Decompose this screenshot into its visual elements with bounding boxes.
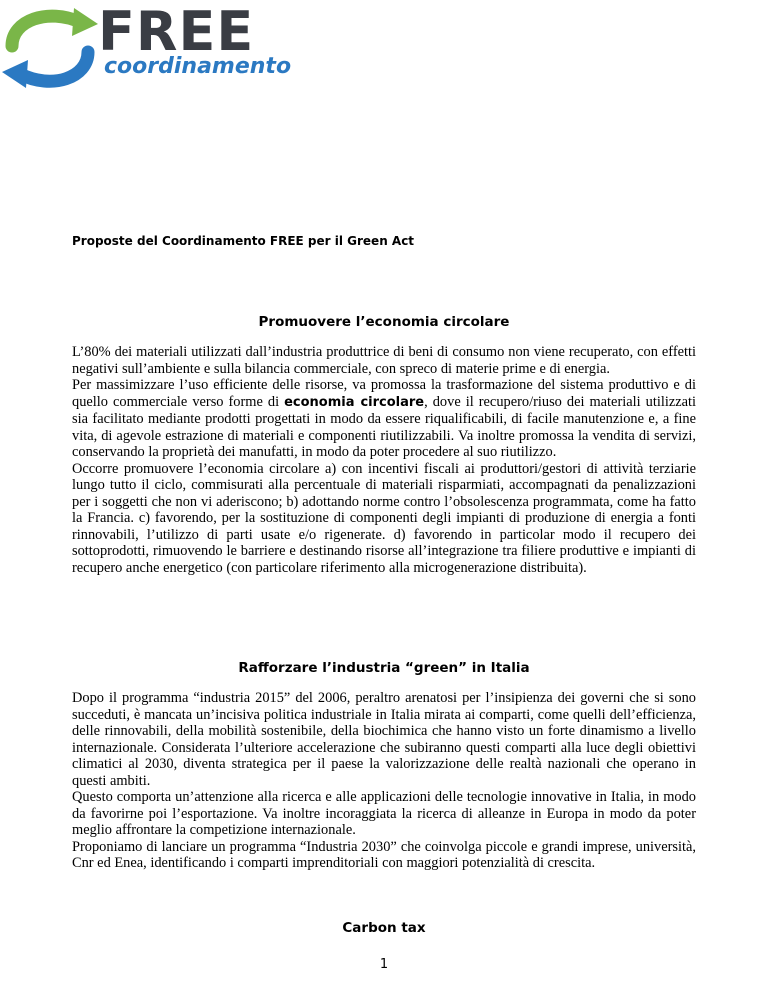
paragraph: Proponiamo di lanciare un programma “Industria 2030” che coinvolga piccole e grandi imprese, università, Cnr ed Enea, identificando i comparti imprenditoriali con maggiori potenzialità di crescita. <box>72 838 696 871</box>
page-number: 1 <box>379 957 389 972</box>
paragraph-text: , dove il recupero/riuso dei materiali utilizzati sia facilitato mediante prodotti progettati in modo da essere riqualificabili, di facile manutenzione e, a fine vita, di agevole estrazione di materiali e componenti riutilizzabili. Va inoltre promossa la vendita di servizi, conservando la proprietà dei manufatti, in modo da poter procedere al suo riutilizzo. <box>72 393 696 460</box>
document-title: Proposte del Coordinamento FREE per il Green Act <box>72 234 415 248</box>
recycle-arrows-icon <box>0 2 100 92</box>
paragraph-text: Per massimizzare l’uso efficiente delle risorse, va promossa la trasformazione del sistema produttivo e di quello commerciale verso forme di <box>72 377 696 410</box>
section-heading-carbon-tax: Carbon tax <box>342 920 426 936</box>
section-body-economia-circolare <box>72 344 696 576</box>
paragraph: Questo comporta un’attenzione alla ricerca e alle applicazioni delle tecnologie innovative in Italia, in modo da favorirne poi l’esportazione. Va inoltre incoraggiata la ricerca di alleanze in Europa in modo da poter meglio affrontare la competizione internazionale. <box>72 789 696 838</box>
logo-brand-text: FREE <box>98 0 255 63</box>
paragraph <box>72 377 696 461</box>
section-body-industria-green <box>72 690 696 872</box>
section-heading-economia-circolare: Promuovere l’economia circolare <box>258 314 510 330</box>
section-heading-industria-green: Rafforzare l’industria “green” in Italia <box>238 660 530 676</box>
free-coordinamento-logo <box>0 0 292 92</box>
paragraph: L’80% dei materiali utilizzati dall’industria produttrice di beni di consumo non viene recuperato, con effetti negativi sull’ambiente e sulla bilancia commerciale, con spreco di materie prime e di energia. <box>72 344 696 377</box>
logo-subtitle-text: coordinamento <box>104 54 292 79</box>
paragraph: Dopo il programma “industria 2015” del 2006, peraltro arenatosi per l’insipienza dei governi che si sono succeduti, è mancata un’incisiva politica industriale in Italia mirata ai comparti, come quelli dell’efficienza, delle rinnovabili, della mobilità sostenibile, della biochimica che hanno visto un forte dinamismo a livello internazionale. Considerata l’ulteriore accelerazione che subiranno questi comparti alla luce degli obiettivi climatici al 2030, diventa strategica per il paese la valorizzazione delle realtà nazionali che operano in questi ambiti. <box>72 690 696 789</box>
paragraph: Occorre promuovere l’economia circolare a) con incentivi fiscali ai produttori/gestori di attività terziarie lungo tutto il ciclo, commisurati alla percentuale di materiali risparmiati, accompagnati da penalizzazioni per i soggetti che non vi aderiscono; b) adottando norme contro l’obsolescenza programmata, come ha fatto la Francia. c) favorendo, per la sostituzione di componenti degli impianti di produzione di energia a fonti rinnovabili, l’utilizzo di parti usate e/o rigenerate. d) favorendo in particolar modo il recupero dei sottoprodotti, rimuovendo le barriere e destinando risorse all’integrazione tra filiere produttive e impianti di recupero anche energetico (con particolare riferimento alla microgenerazione distribuita). <box>72 460 696 576</box>
emphasis-economia-circolare: economia circolare <box>284 394 425 410</box>
